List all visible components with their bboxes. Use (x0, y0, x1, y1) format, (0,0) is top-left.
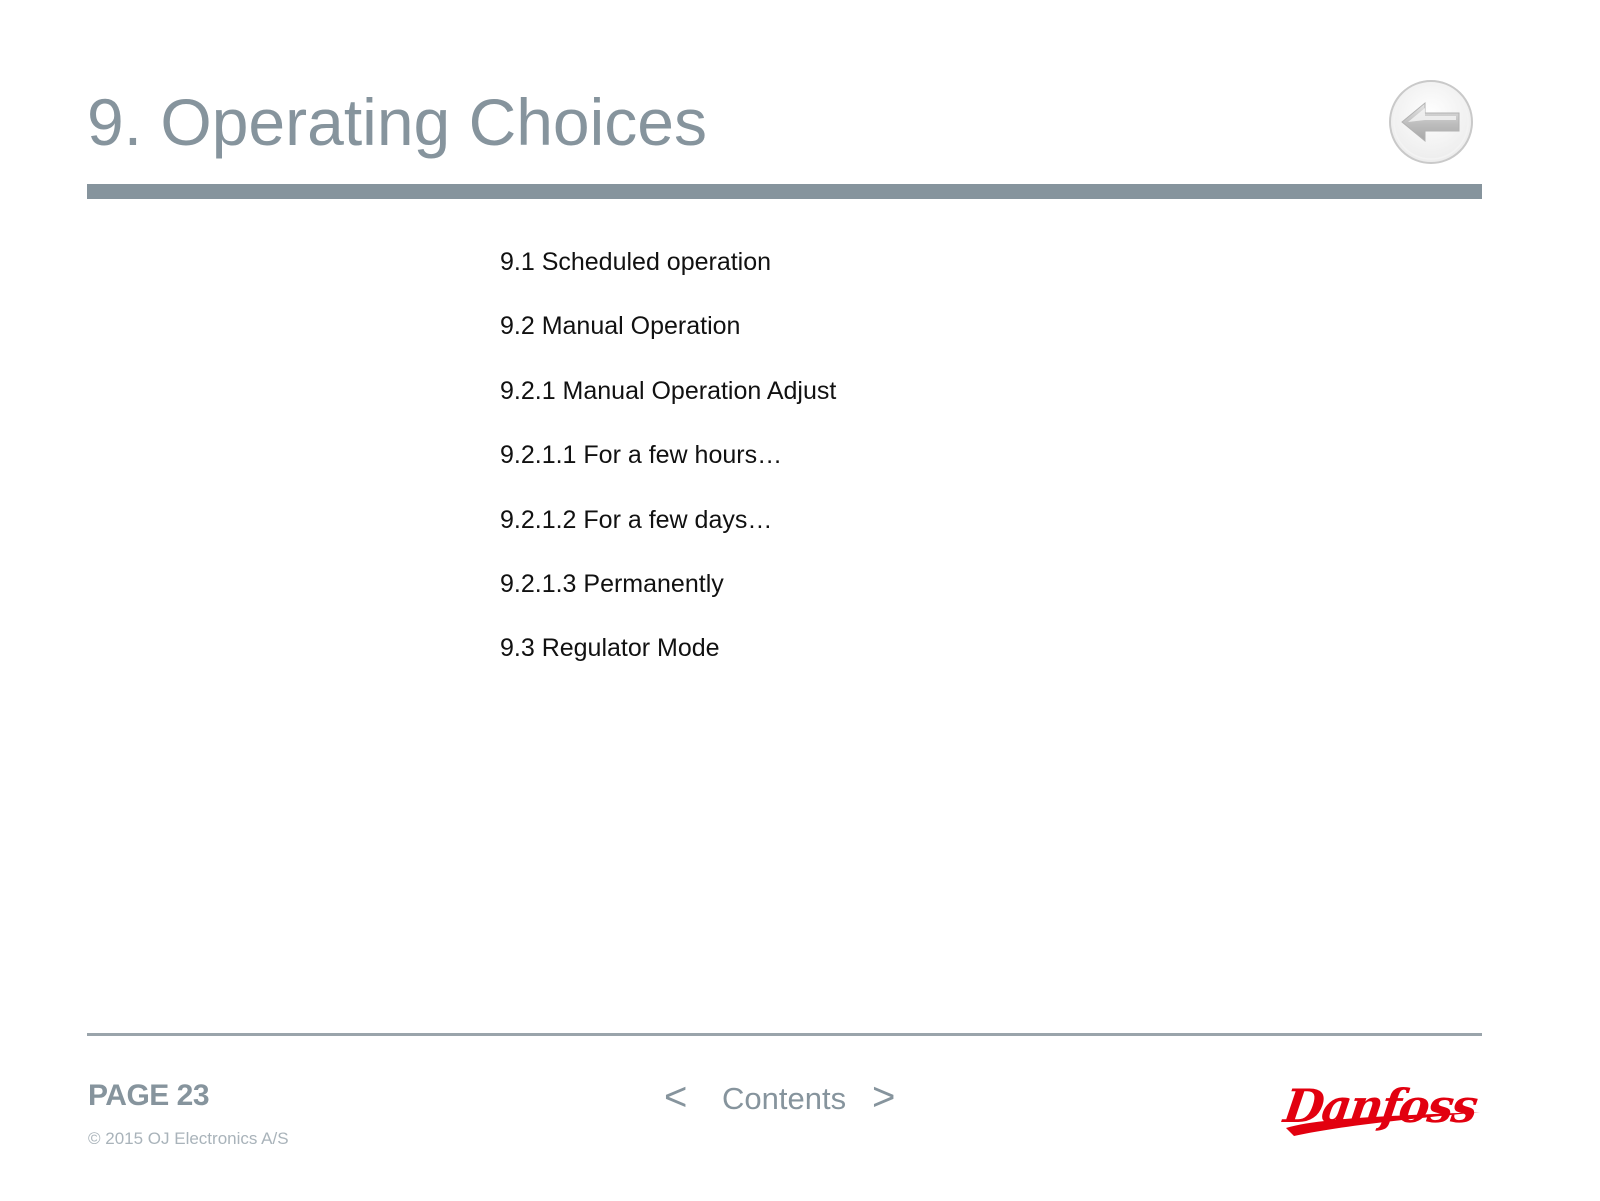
page-title: 9. Operating Choices (87, 85, 708, 159)
back-arrow-icon (1388, 79, 1474, 165)
back-button[interactable] (1388, 79, 1474, 165)
contents-link[interactable]: Contents (722, 1081, 847, 1116)
toc-item-few-hours[interactable]: 9.2.1.1 For a few hours… (500, 441, 783, 470)
page-number: PAGE 23 (88, 1079, 209, 1112)
table-of-contents (500, 240, 836, 691)
toc-item-regulator-mode[interactable]: 9.3 Regulator Mode (500, 634, 720, 663)
toc-item-few-days[interactable]: 9.2.1.2 For a few days… (500, 505, 773, 534)
toc-item-scheduled-operation[interactable]: 9.1 Scheduled operation (500, 248, 772, 276)
next-page-button[interactable]: > (872, 1075, 896, 1119)
copyright: © 2015 OJ Electronics A/S (88, 1129, 289, 1148)
toc-item-manual-operation-adjust[interactable]: 9.2.1 Manual Operation Adjust (500, 376, 837, 405)
header-divider (87, 184, 1482, 199)
footer-divider (87, 1033, 1482, 1036)
toc-item-manual-operation[interactable]: 9.2 Manual Operation (500, 312, 741, 341)
danfoss-logo (1280, 1066, 1485, 1150)
toc-item-permanently[interactable]: 9.2.1.3 Permanently (500, 569, 724, 598)
previous-page-button[interactable]: < (664, 1075, 688, 1119)
svg-text:Danfoss: Danfoss (1280, 1079, 1480, 1133)
